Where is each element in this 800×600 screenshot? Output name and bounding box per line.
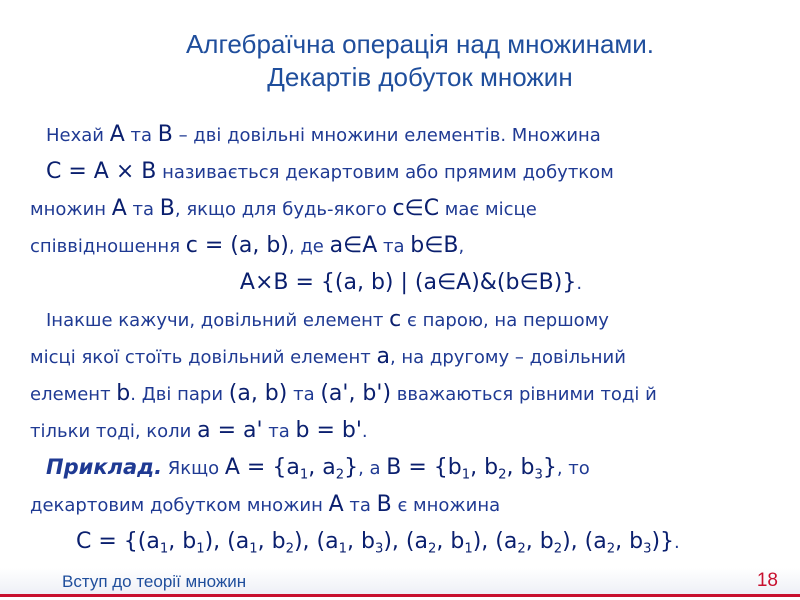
text-line-6 <box>30 301 792 338</box>
math: (a', b') <box>320 381 392 406</box>
text: та <box>377 236 411 257</box>
text: співвідношення <box>30 236 186 257</box>
math: b <box>116 381 131 406</box>
text: тільки тоді, коли <box>30 421 198 442</box>
math: a <box>376 344 390 369</box>
text: елемент <box>30 384 117 405</box>
text: та <box>262 421 296 442</box>
text-line-8 <box>30 375 792 412</box>
math: $C = \{(a_1$, $b_1$), ($a_1$, $b_2$), ($a_1$, $b_3$), ($a_2$, $b_1$), ($a_2$, $b_2$), ($a_2$, $b_3$)} <box>76 529 675 557</box>
formula-line <box>30 264 792 301</box>
page-number: 18 <box>756 570 778 591</box>
text: , то <box>556 458 590 479</box>
math: (a, b) <box>228 381 288 406</box>
text: має місце <box>439 199 537 220</box>
text: та <box>343 495 377 516</box>
text: місці якої стоїть довільний елемент <box>30 347 377 368</box>
text: декартовим добутком множин <box>30 495 329 516</box>
math: b = b' <box>295 418 362 443</box>
text: Інакше кажучи, довільний елемент <box>46 310 390 331</box>
math: b∈B <box>410 233 459 258</box>
text: . <box>674 532 680 553</box>
math: a = a' <box>197 418 263 443</box>
text: , <box>458 236 465 257</box>
math: $A = \{a_1$, $a_2$} <box>224 455 359 483</box>
text: та <box>287 384 321 405</box>
text-line-7 <box>30 338 792 375</box>
example-line <box>30 449 792 486</box>
footer-divider <box>0 594 800 597</box>
text: – дві довільні множини елементів. Множина <box>172 125 601 146</box>
math: B <box>376 492 392 517</box>
text-line-1 <box>30 116 792 153</box>
math: $B = \{b_1$, $b_2$, $b_3$} <box>386 455 557 483</box>
math: B <box>157 122 173 147</box>
text-line-2 <box>30 153 792 190</box>
math: c = (a, b) <box>185 233 289 258</box>
text: вважаються рівними тоді й <box>391 384 657 405</box>
math: A <box>111 196 127 221</box>
result-line <box>30 523 792 560</box>
text: є парою, на першому <box>401 310 609 331</box>
example-label: Приклад. <box>46 455 163 479</box>
math: C = A × B <box>46 159 157 184</box>
math: A×B = {(a, b) | (a∈A)&(b∈B)} <box>239 270 577 295</box>
text-line-11 <box>30 486 792 523</box>
title-line-1: Алгебраїчна операція над множинами. <box>185 29 655 59</box>
text: є множина <box>391 495 501 516</box>
text-line-3 <box>30 190 792 227</box>
text: . <box>576 273 583 294</box>
text: та <box>126 199 160 220</box>
math: B <box>159 196 175 221</box>
math: A <box>328 492 344 517</box>
text: , на другому – довільний <box>389 347 626 368</box>
text: Якщо <box>162 458 225 479</box>
text: . Дві пари <box>130 384 229 405</box>
text-line-9 <box>30 412 792 449</box>
text: , де <box>288 236 330 257</box>
text: . <box>361 421 368 442</box>
slide-title <box>20 28 800 94</box>
math: c∈C <box>392 196 440 221</box>
math: c <box>389 307 402 332</box>
text: та <box>124 125 158 146</box>
text: , якщо для будь-якого <box>174 199 393 220</box>
text: , а <box>358 458 387 479</box>
slide-body <box>30 116 792 560</box>
text: називається декартовим або прямим добутком <box>156 162 614 183</box>
text-line-4 <box>30 227 792 264</box>
math: A <box>109 122 125 147</box>
math: a∈A <box>329 233 378 258</box>
footer-text: Вступ до теорії множин <box>62 572 247 591</box>
text: Нехай <box>46 125 110 146</box>
title-line-2: Декартів добуток множин <box>267 62 573 92</box>
text: множин <box>30 199 112 220</box>
